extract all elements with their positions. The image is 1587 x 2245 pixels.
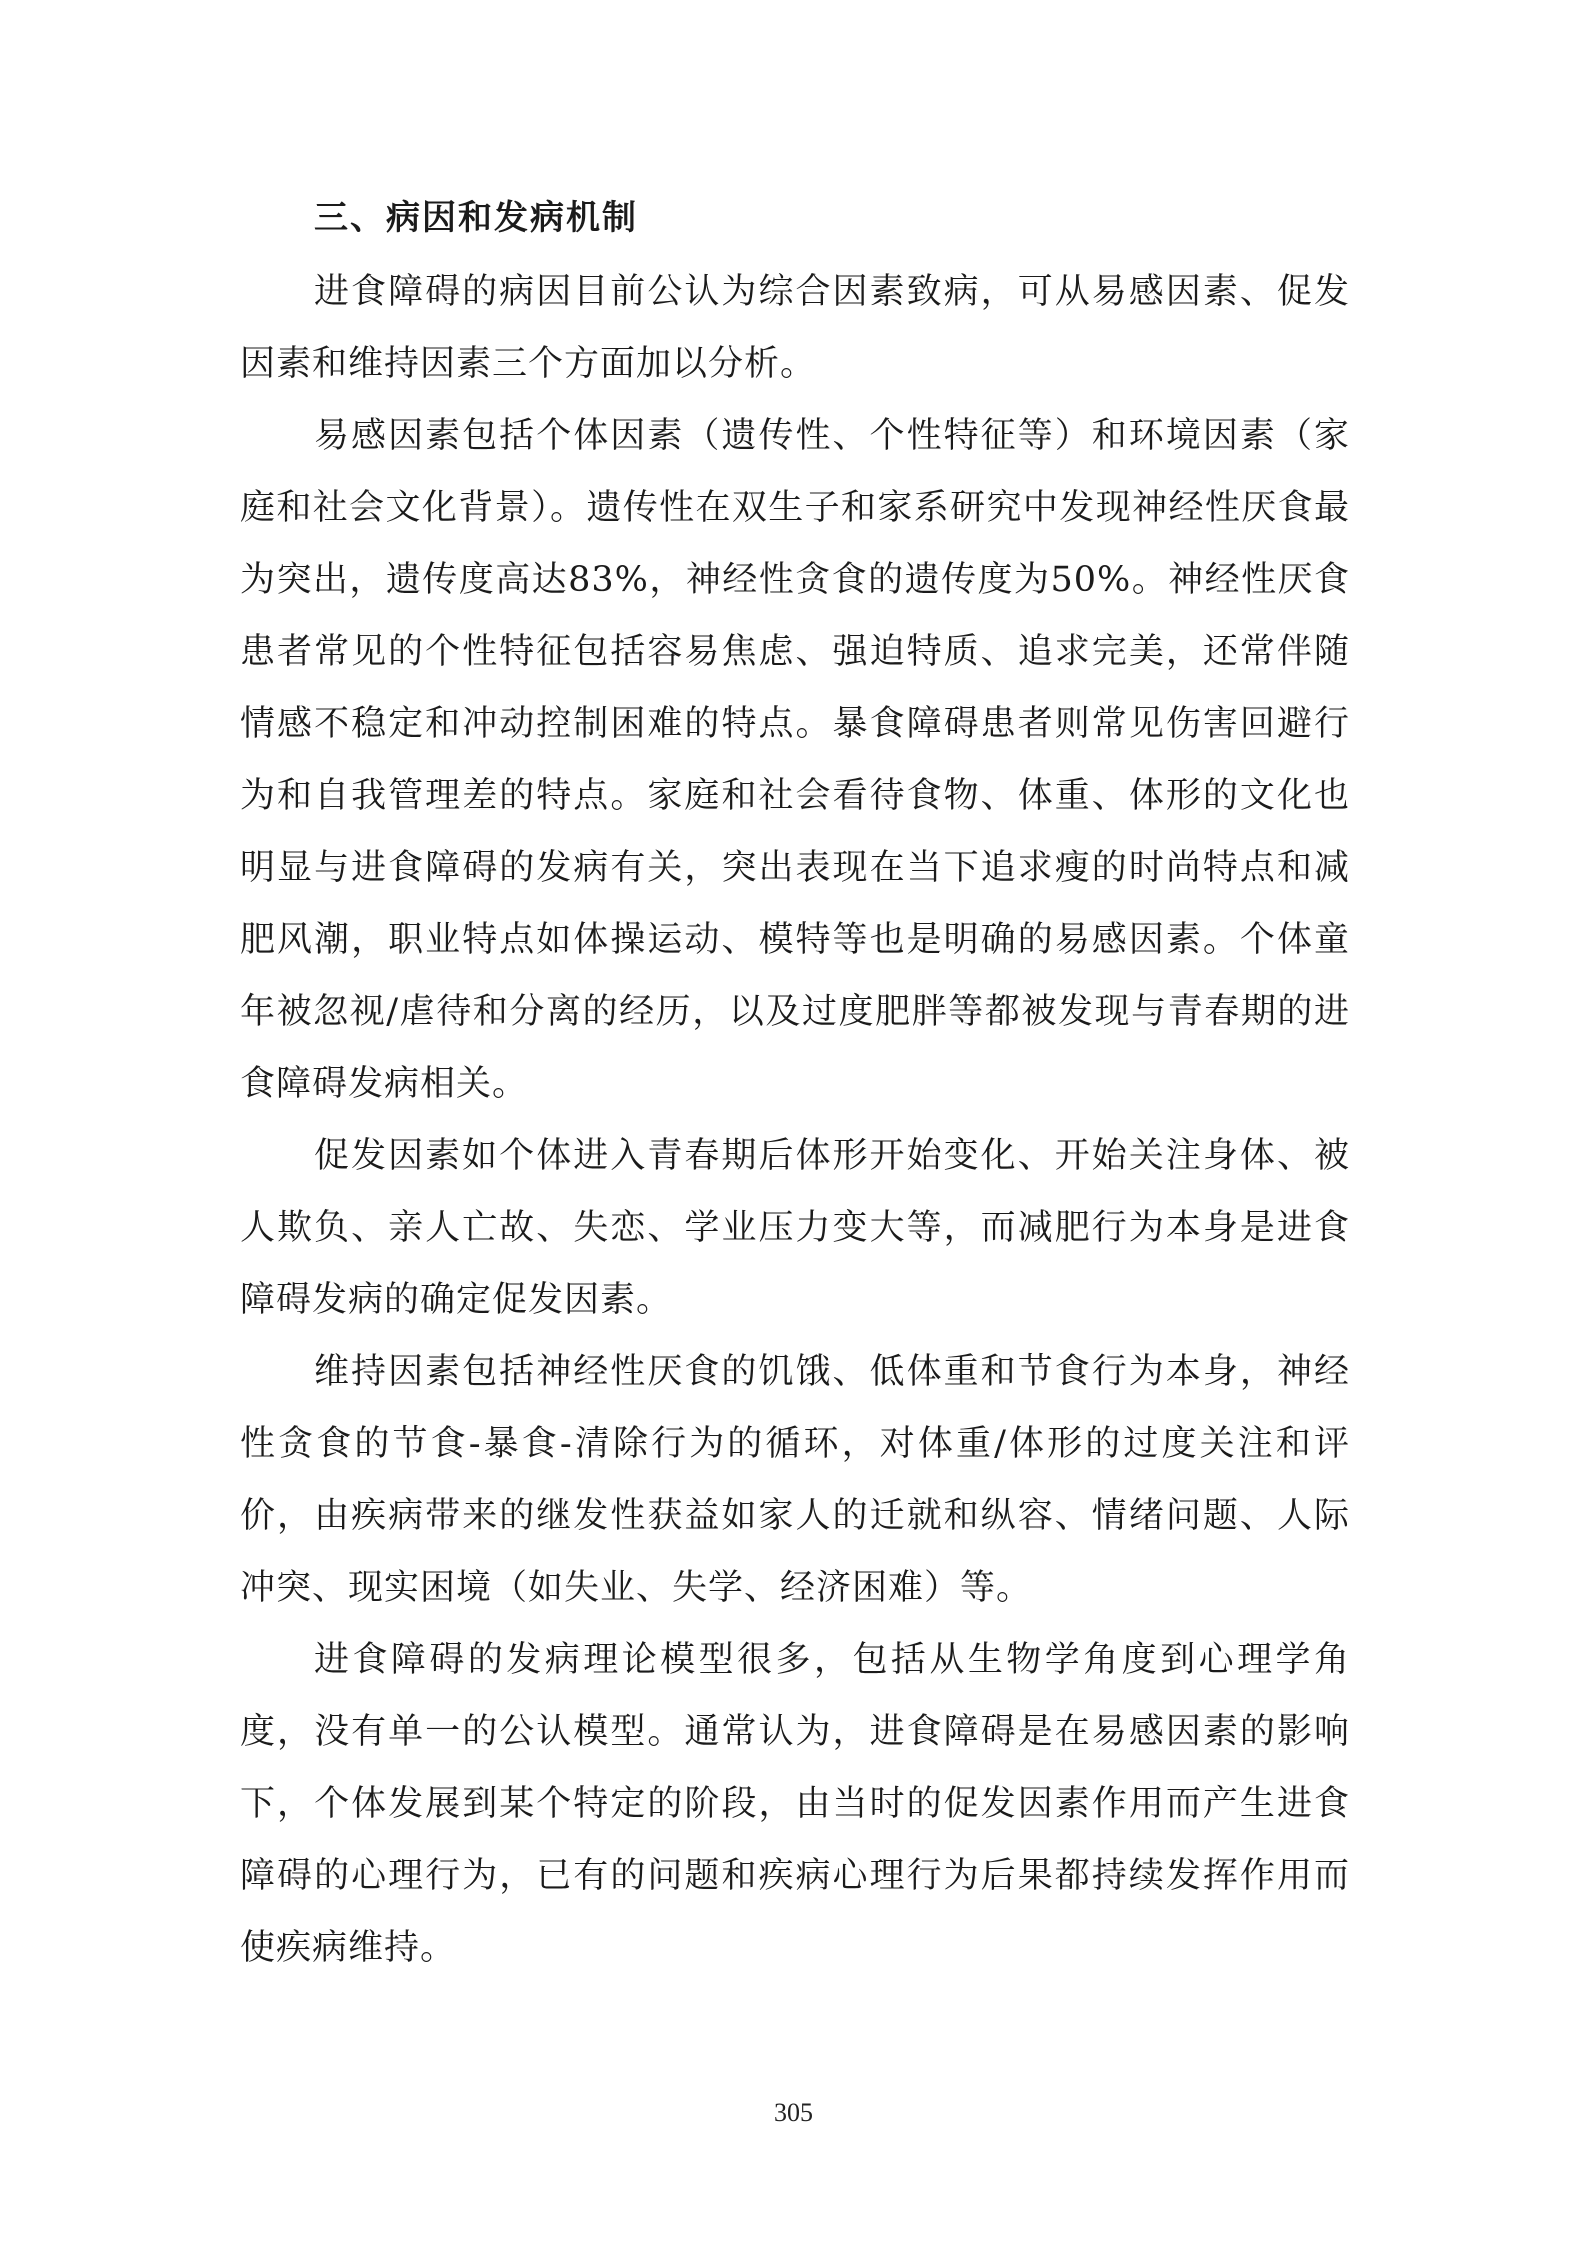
section-heading: 三、病因和发病机制 [314,198,638,238]
page-content [240,188,1350,1984]
paragraph-precipitating-factors: 促发因素如个体进入青春期后体形开始变化、开始关注身体、被人欺负、亲人亡故、失恋、学业压力变大等，而减肥行为本身是进食障碍发病的确定促发因素。 [240,1136,1350,1320]
paragraph-predisposing-factors: 易感因素包括个体因素（遗传性、个性特征等）和环境因素（家庭和社会文化背景）。遗传性在双生子和家系研究中发现神经性厌食最为突出，遗传度高达83%，神经性贪食的遗传度为50%。神经性厌食患者常见的个性特征包括容易焦虑、强迫特质、追求完美，还常伴随情感不稳定和冲动控制困难的特点。暴食障碍患者则常见伤害回避行为和自我管理差的特点。家庭和社会看待食物、体重、体形的文化也明显与进食障碍的发病有关，突出表现在当下追求瘦的时尚特点和减肥风潮，职业特点如体操运动、模特等也是明确的易感因素。个体童年被忽视/虐待和分离的经历，以及过度肥胖等都被发现与青春期的进食障碍发病相关。 [240,416,1350,1104]
paragraph-theoretical-models: 进食障碍的发病理论模型很多，包括从生物学角度到心理学角度，没有单一的公认模型。通常认为，进食障碍是在易感因素的影响下，个体发展到某个特定的阶段，由当时的促发因素作用而产生进食障碍的心理行为，已有的问题和疾病心理行为后果都持续发挥作用而使疾病维持。 [240,1640,1350,1968]
paragraph-maintaining-factors: 维持因素包括神经性厌食的饥饿、低体重和节食行为本身，神经性贪食的节食-暴食-清除行为的循环，对体重/体形的过度关注和评价，由疾病带来的继发性获益如家人的迁就和纵容、情绪问题、人际冲突、现实困境（如失业、失学、经济困难）等。 [240,1352,1350,1608]
page-number: 305 [774,2098,813,2127]
paragraph-overview: 进食障碍的病因目前公认为综合因素致病，可从易感因素、促发因素和维持因素三个方面加以分析。 [240,272,1350,384]
